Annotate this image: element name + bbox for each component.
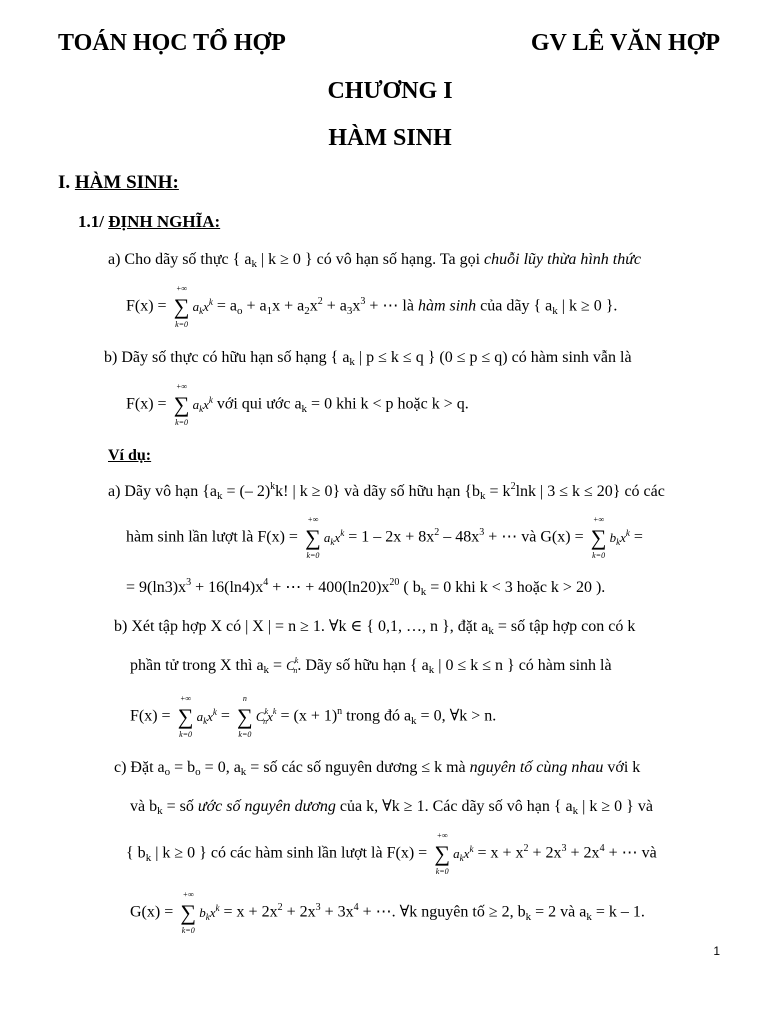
subsection-title: ĐỊNH NGHĨA: xyxy=(108,212,221,231)
ex-c-line-4: G(x) = +∞ ∑ k=0 $b_kx^k = x + 2x^2 + 2x^3 + 3x^4$ + ⋯. ∀k nguyên tố ≥ 2, bk = 2 và ak = k – 1. xyxy=(130,890,645,936)
chapter-title: HÀM SINH xyxy=(328,125,452,151)
ex-a-line-2: hàm sinh lần lượt là F(x) = +∞ ∑ k=0 $a_kx^k = 1 - 2x + 8x^2 - 48x^3$ + ⋯ và G(x) = +∞ ∑ k=0 $b_kx^k$ = xyxy=(126,515,643,561)
sigma-sum: +∞ ∑ k=0 xyxy=(180,890,197,936)
def-a-line-2: F(x) = +∞ ∑ k=0 $a_kx^k$ = ao + $a1x + a2x^2 + a3x^3$ + ⋯ là hàm sinh của dãy { ak | k ≥ 0 }. xyxy=(126,284,618,330)
sigma-sum: +∞ ∑ k=0 xyxy=(590,515,607,561)
section-heading xyxy=(58,172,179,194)
ex-a-line-1: a) Dãy vô hạn {ak = (– 2)$^k$k! | k ≥ 0} và dãy số hữu hạn {$bk = k^2\ln k$ | 3 ≤ k ≤ 20} có các xyxy=(108,481,665,502)
ex-c-line-2: và bk = số ước số nguyên dương của k, ∀k ≥ 1. Các dãy số vô hạn { ak | k ≥ 0 } và xyxy=(130,798,653,817)
sigma-sum: +∞ ∑ k=0 xyxy=(434,831,451,877)
subsection-heading xyxy=(78,212,220,232)
header-left: TOÁN HỌC TỔ HỢP xyxy=(58,30,286,56)
section-number: I. xyxy=(58,172,71,193)
ex-b-line-2: phần tử trong X thì ak = $C^k_n$. Dãy số hữu hạn { ak | 0 ≤ k ≤ n } có hàm sinh là xyxy=(130,656,612,676)
def-b-line-2: F(x) = +∞ ∑ k=0 $a_kx^k$ với qui ước ak = 0 khi k < p hoặc k > q. xyxy=(126,382,469,428)
sigma-sum-n: n ∑ k=0 xyxy=(237,694,253,740)
sigma-sum: +∞ ∑ k=0 xyxy=(173,382,190,428)
sigma-sum: +∞ ∑ k=0 xyxy=(305,515,321,561)
header-right: GV LÊ VĂN HỢP xyxy=(530,30,720,56)
ex-b-line-3: F(x) = +∞ ∑ k=0 $a_kx^k$ = n ∑ k=0 $C^k_nx^k = (x + 1)^n$ trong đó ak = 0, ∀k > n. xyxy=(130,694,497,740)
ex-b-line-1: b) Xét tập hợp X có | X | = n ≥ 1. ∀k ∈ { 0,1, …, n }, đặt ak = số tập hợp con có k xyxy=(114,618,636,637)
sigma-sum: +∞ ∑ k=0 xyxy=(173,284,190,330)
ex-c-line-1: c) Đặt ao = bo = 0, ak = số các số nguyên dương ≤ k mà nguyên tố cùng nhau với k xyxy=(114,759,641,778)
section-title: HÀM SINH: xyxy=(74,172,179,193)
page-number: 1 xyxy=(713,944,720,958)
example-label: Ví dụ: xyxy=(108,447,152,464)
def-a-line-1: a) Cho dãy số thực { ak | k ≥ 0 } có vô hạn số hạng. Ta gọi chuỗi lũy thừa hình thức xyxy=(108,251,642,270)
chapter-heading: CHƯƠNG I xyxy=(327,78,453,104)
sigma-sum: +∞ ∑ k=0 xyxy=(177,694,194,740)
ex-a-line-3: = $9(\ln 3)x^3 + 16(\ln 4)x^4$ + ⋯ + $400(\ln 20)x^{20}$ ( bk = 0 khi k < 3 hoặc k > 20 ). xyxy=(126,577,606,598)
ex-c-line-3: { bk | k ≥ 0 } có các hàm sinh lần lượt là F(x) = +∞ ∑ k=0 $a_kx^k = x + x^2 + 2x^3 + 2x^4$ + ⋯ và xyxy=(126,831,657,877)
def-b-line-1: b) Dãy số thực có hữu hạn số hạng { ak | p ≤ k ≤ q } (0 ≤ p ≤ q) có hàm sinh vẫn là xyxy=(104,349,632,368)
subsection-number: 1.1/ xyxy=(78,212,104,231)
